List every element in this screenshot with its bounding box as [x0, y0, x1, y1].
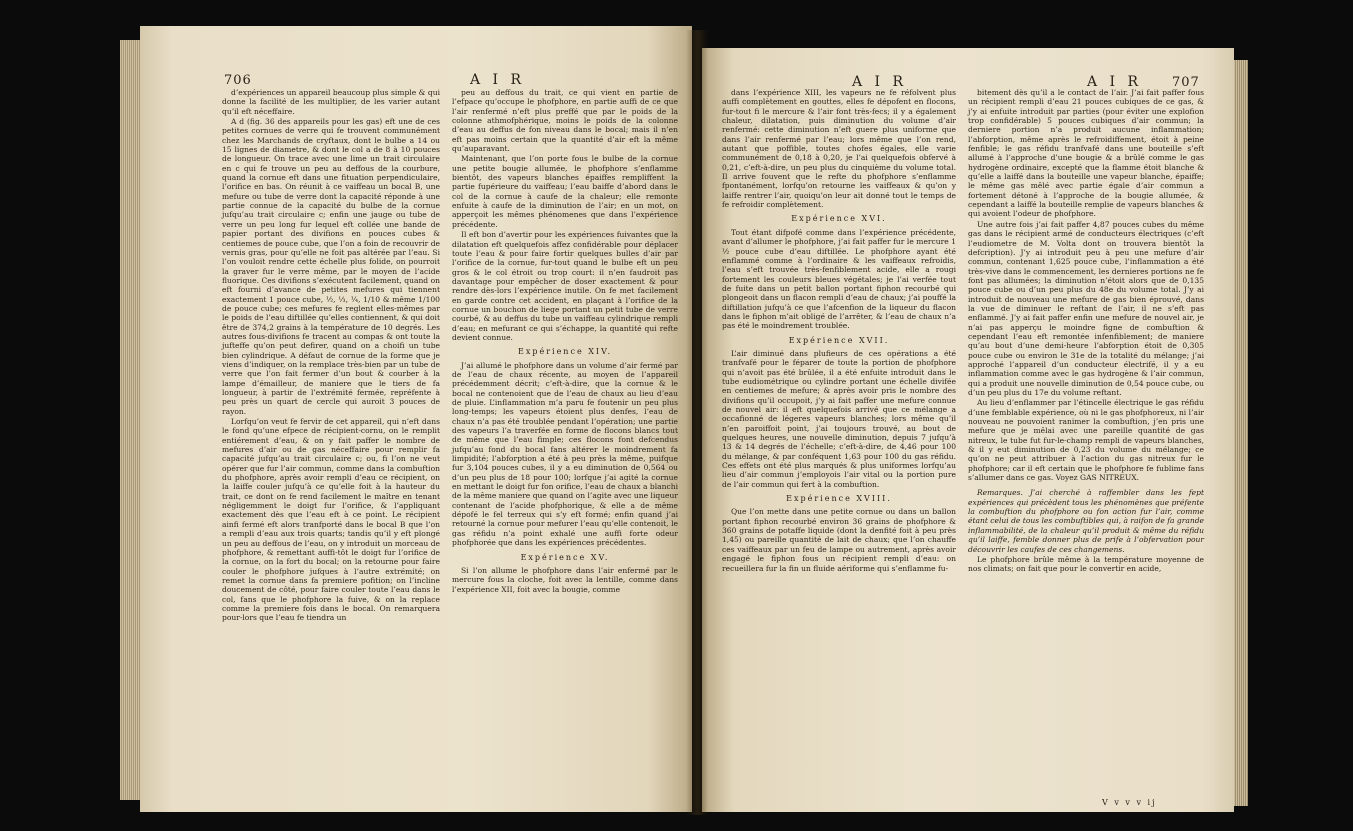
paragraph: Que l’on mette dans une petite cornue ou dans un ballon portant fiphon recourbé environ 36 grains de phofphore & 360 grains de potaffe liquide (dont la denfité foit à peu près 1,45) ou pareille quantité de lait de chaux; que l’on chauffe ces vaiffeaux par un feu de lampe ou autrement, après avoir engagé le fiphon fous un récipient rempli d’eau: on recueillera fur la fin un fluide aériforme qui s’enflamme fu-: [722, 507, 956, 573]
section-heading: Expérience XIV.: [517, 347, 612, 357]
signature-mark: V v v v ij: [1102, 798, 1157, 807]
gutter-shadow: [686, 30, 708, 815]
paragraph: Remarques. J’ai cherché à raffembler dans les fept expériences qui précèdent tous les phénomènes que préfente la combuftion du phofphore ou fon action fur l’air, comme étant celui de tous les combuftibles qui, à raifon de fa grande inflammabilité, de la chaleur qu’il produit & même du réfidu qu’il laiffe, femble donner plus de prife à l’obfervation pour découvrir les caufes de ces changemens.: [968, 488, 1204, 554]
left-page: [140, 26, 692, 812]
paragraph: Tout étant difpofé comme dans l’expérience précédente, avant d’allumer le phofphore, j’ai fait paffer fur le mercure 1 ½ pouce cube d’eau diftillée. Le phofphore ayant été enflammé comme à l’ordinaire & les vaiffeaux refroidis, l’eau s’eft trouvée très-fenfiblement acide, elle a rougi fortement les couleurs bleues végétales; je l’ai verfée tout de fuite dans un petit ballon portant fiphon recourbé qui plongeoit dans un flacon rempli d’eau de chaux; j’ai pouffé la diftillation jufqu’à ce que l’afcenfion de la liqueur du flacon dans le fiphon m’ait obligé de l’arrêter, & l’eau de chaux n’a pas été le moindrement troublée.: [722, 227, 956, 331]
paragraph: Si l’on allume le phofphore dans l’air enfermé par le mercure fous la cloche, foit avec la lentille, comme dans l’expérience XII, foit avec la bougie, comme: [452, 565, 678, 594]
section-heading: Expérience XVII.: [788, 335, 890, 345]
right-column-b: [968, 88, 1204, 575]
section-heading: Expérience XVIII.: [786, 494, 892, 504]
left-column-a: [222, 88, 440, 624]
running-title-right: A I R: [1087, 74, 1143, 90]
right-column-a: [722, 88, 956, 574]
paragraph: bitement dès qu’il a le contact de l’air. J’ai fait paffer fous un récipient rempli d’eau 21 pouces cubiques de ce gas, & j’y ai enfuite introduit par parties (pour éviter une explofion trop confidérable) 5 pouces cubiques d’air commun; la derniere portion n’a produit aucune inflammation; l’abforption, même après le refroidiffement, étoit à peine fenfible; le gas réfidu tranfvafé dans une bouteille s’eft allumé à l’approche d’une bougie & a brûlé comme le gas hydrogène ordinaire, excepté que la flamme étoit blanche & qu’elle a laiffé dans la bouteille une vapeur blanche, épaiffe; le même gas mêlé avec partie égale d’air commun a fortement détoné à l’approche de la bougie allumée, & cependant a laiffé la bouteille remplie de vapeurs blanches & qui avoient l’odeur de phofphore.: [968, 88, 1204, 219]
page-edges-right: [1232, 60, 1248, 806]
paragraph: J’ai allumé le phofphore dans un volume d’air fermé par de l’eau de chaux récente, au moyen de l’appareil précédemment décrit; c’eft-à-dire, que la cornue & le bocal ne contenoient que de l’eau de chaux au lieu d’eau de pluie. L’inflammation m’a paru fe foutenir un peu plus long-temps; les vapeurs étoient plus denfes, l’eau de chaux n’a pas été troublée pendant l’opération; une partie des vapeurs l’a traverfée en forme de flocons blancs tout de même que l’eau fimple; ces flocons font defcendus jufqu’au fond du bocal fans altérer le moindrement fa limpidité; l’abforption a été à peu près la même, puifque fur 3,104 pouces cubes, il y a eu diminution de 0,564 ou d’un peu plus de 18 pour 100; lorfque j’ai agité la cornue en mettant le doigt fur fon orifice, l’eau de chaux a blanchi de la même maniere que quand on l’agite avec une liqueur contenant de l’acide phofphorique, & elle a de même dépofé le fel terreux qui s’y eft formé; enfin quand j’ai retourné la cornue pour mefurer l’eau qu’elle contenoit, le gas réfidu n’a point exhalé une auffi forte odeur phofphorée que dans les expériences précédentes.: [452, 360, 678, 548]
running-title: A I R: [470, 72, 526, 88]
page-edges-left: [120, 40, 142, 800]
paragraph: Une autre fois j’ai fait paffer 4,87 pouces cubes du même gas dans le récipient armé de conducteurs électriques (c’eft l’eudiometre de M. Volta dont on trouvera bientôt la defcription). J’y ai introduit peu à peu une mefure d’air commun, contenant 1,625 pouce cube, l’inflammation a été très-vive dans le commencement, les dernieres portions ne fe font pas allumées; la diminution n’étoit alors que de 0,135 pouce cube ou d’un peu plus du 48e du volume total. J’y ai introduit de nouveau une mefure de gas bien éprouvé, dans la vue de diminuer le reftant de l’air, il ne s’eft pas enflammé. J’y ai fait paffer enfin une mefure de nouvel air, je n’ai pas apperçu le moindre figne de combuftion & cependant l’eau eft remontée infenfiblement; de maniere qu’au bout d’une demi-heure l’abforption étoit de 0,305 pouce cube ou environ le 31e de la totalité du mélange; j’ai approché l’appareil d’un conducteur électrifé, il y a eu inflammation comme avec le gas hydrogène & l’air commun, qui a produit une nouvelle diminution de 0,54 pouce cube, ou d’un peu plus du 17e du volume reftant.: [968, 219, 1204, 397]
paragraph: d’expériences un appareil beaucoup plus simple & qui donne la facilité de les multiplier, de les varier autant qu’il eft néceffaire.: [222, 88, 440, 116]
paragraph: dans l’expérience XIII, les vapeurs ne fe réfolvent plus auffi complètement en gouttes, elles fe dépofent en flocons, fur-tout fi le mercure & l’air font très-fecs; il y a également chaleur, dilatation, puis diminution du volume d’air renfermé: cette diminution n’eft guere plus uniforme que dans l’air renfermé par l’eau; lors même que l’on rend, autant que poffible, toutes chofes égales, elle varie communément de 0,18 à 0,20, je l’ai quelquefois obfervé à 0,21, c’eft-à-dire, un peu plus du cinquième du volume total. Il arrive fouvent que le refte du phofphore s’enflamme fpontanément, lorfqu’on retourne les vaiffeaux & qu’on y laiffe rentrer l’air, quoiqu’on leur ait donné tout le temps de fe refroidir complètement.: [722, 88, 956, 210]
right-page: [702, 48, 1234, 812]
page-number: 706: [224, 73, 252, 88]
running-title: A I R: [852, 74, 908, 90]
paragraph: Le phofphore brûle même à la température moyenne de nos climats; on fait que pour le convertir en acide,: [968, 554, 1204, 574]
paragraph: A d (fig. 36 des appareils pour les gas) eft une de ces petites cornues de verre qui fe trouvent communément chez les Marchands de cryftaux, dont le bulbe a 14 ou 15 lignes de diametre, & dont le col a de 8 à 10 pouces de longueur. On trace avec une lime un trait circulaire en c qui fe trouve un peu au deffous de la courbure, quand la cornue eft dans une fituation perpendiculaire, l’orifice en bas. On réunit à ce vaiffeau un bocal B, une mefure ou tube de verre dont la capacité réponde à une partie connue de la capacité du bulbe de la cornue jufqu’au trait circulaire c; enfin une jauge ou tube de verre un peu long fur lequel eft collée une bande de papier portant des divifions en pouces cubes & centiemes de pouce cube, que l’on a foin de recouvrir de vernis gras, pour qu’elle ne foit pas altérée par l’eau. Si l’on vouloit rendre cette échelle plus folide, on pourroit la graver fur le verre même, par le moyen de l’acide fluorique. Ces divifions s’exécutent facilement, quand on eft fourni d’avance de petites mefures qui tiennent exactement 1 pouce cube, ½, ⅓, ¼, 1/10 & même 1/100 de pouce cube; ces mefures fe reglent elles-mêmes par le poids de l’eau diftillée qu’elles contiennent, & qui doit être de 374,2 grains à la température de 10 degrés. Les autres fous-divifions fe tracent au compas & ont toute la jufteffe qu’on peut defirer, quand on a choifi un tube bien cylindrique. A défaut de cornue de la forme que je viens d’indiquer, on la remplace très-bien par un tube de verre que l’on fait fermer d’un bout & courber à la lampe d’émailleur, de maniere que le tiers de fa longueur, à partir de l’extrémité fermée, repréfente à peu près un quart de cercle qui auroit 3 pouces de rayon.: [222, 117, 440, 416]
paragraph: peu au deffous du trait, ce qui vient en partie de l’efpace qu’occupe le phofphore, en partie auffi de ce que l’air renfermé n’eft plus preffé que par le poids de la colonne athmofphérique, moins le poids de la colonne d’eau au deffus de fon niveau dans le bocal; mais il n’en eft pas moins certain que la quantité d’air eft la même qu’auparavant.: [452, 88, 678, 154]
paragraph: Au lieu d’enflammer par l’étincelle électrique le gas réfidu d’une femblable expérience, où ni le gas phofphoreux, ni l’air nouveau ne pouvoient ranimer la combuftion, j’en pris une mefure que je mêlai avec une pareille quantité de gas nitreux, le tube fut fur-le-champ rempli de vapeurs blanches, & il y eut diminution de 0,23 du volume du mélange; ce qu’on ne peut attribuer à l’action du gas nitreux fur le phofphore; car il eft certain que le phofphore fe fublime fans s’allumer dans ce gas. Voyez GAS NITREUX.: [968, 398, 1204, 483]
page-number: 707: [1172, 75, 1200, 90]
paragraph: Lorfqu’on veut fe fervir de cet appareil, qui n’eft dans le fond qu’une efpece de récipient-cornu, on le remplit entiérement d’eau, & on y fait paffer le nombre de mefures d’air ou de gas néceffaire pour remplir fa capacité jufqu’au trait circulaire c; ou, fi l’on ne veut opérer que fur l’air commun, comme dans la combuftion du phofphore, après avoir rempli d’eau ce récipient, on la laiffe couler jufqu’à ce qu’elle foit à la hauteur du trait, ce dont on fe rend facilement le maître en tenant négligemment le doigt fur l’orifice, & l’appliquant exactement dès que l’eau eft à ce point. Le récipient ainfi fermé eft alors tranfporté dans le bocal B que l’on a rempli d’eau aux trois quarts; tandis qu’il y eft plongé un peu au deffous de l’eau, on y introduit un morceau de phofphore, & remettant auffi-tôt le doigt fur l’orifice de la cornue, on la fort du bocal; on la retourne pour faire couler le phofphore jufques à l’autre extrémité; on remet la cornue dans fa premiere pofition; on l’incline doucement de côté, pour faire couler toute l’eau dans le col, fans que le phofphore la fuive, & on la replace comme la premiere fois dans le bocal. On remarquera pour-lors que l’eau fe tiendra un: [222, 417, 440, 623]
paragraph: L’air diminué dans plufieurs de ces opérations a été tranfvafé pour le féparer de toute la portion de phofphore qui n’avoit pas été brûlée, il a été enfuite introduit dans le tube eudiométrique ou cylindre portant une échelle divifée en centiemes de mefure; & après avoir pris le nombre des divifions qu’il occupoit, j’y ai fait paffer une mefure connue de nouvel air: il eft quelquefois arrivé que ce mélange a occafionné de légeres vapeurs blanches; lors même qu’il n’en paroiffoit point, j’ai toujours trouvé, au bout de quelques heures, une nouvelle diminution, depuis 7 jufqu’à 13 & 14 degrés de l’échelle; c’eft-à-dire, de 4,46 pour 100 du mélange, & par conféquent 1,63 pour 100 du gas réfidu. Ces effets ont été plus marqués & plus uniformes lorfqu’au lieu d’air commun j’employois l’air vital ou la portion pure de l’air commun qui fert à la combuftion.: [722, 348, 956, 489]
paragraph: Maintenant, que l’on porte fous le bulbe de la cornue une petite bougie allumée, le phofphore s’enflamme bientôt, des vapeurs blanches épaiffes rempliffent la partie fupérieure du vaiffeau; l’eau baiffe d’abord dans le col de la cornue à caufe de la chaleur; elle remonte enfuite à caufe de la diminution de l’air; en un mot, on apperçoit les mêmes phénomenes que dans l’expérience précédente.: [452, 154, 678, 229]
section-heading: Expérience XVI.: [791, 214, 887, 224]
left-column-b: [452, 88, 678, 595]
section-heading: Expérience XV.: [520, 552, 610, 562]
paragraph: Il eft bon d’avertir pour les expériences fuivantes que la dilatation eft quelquefois affez confidérable pour déplacer toute l’eau & pour faire fortir quelques bulles d’air par l’orifice de la cornue, fur-tout quand le bulbe eft un peu gros & le col étroit ou trop court: il n’en faudroit pas davantage pour empêcher de doser exactement & pour rendre dès-lors l’expérience inutile. On fe met facilement en garde contre cet accident, en plaçant à l’orifice de la cornue un bouchon de liege portant un petit tube de verre courbé, & au deffus du tube un vaiffeau cylindrique rempli d’eau; en mefurant ce qui s’échappe, la quantité qui refte devient connue.: [452, 230, 678, 342]
